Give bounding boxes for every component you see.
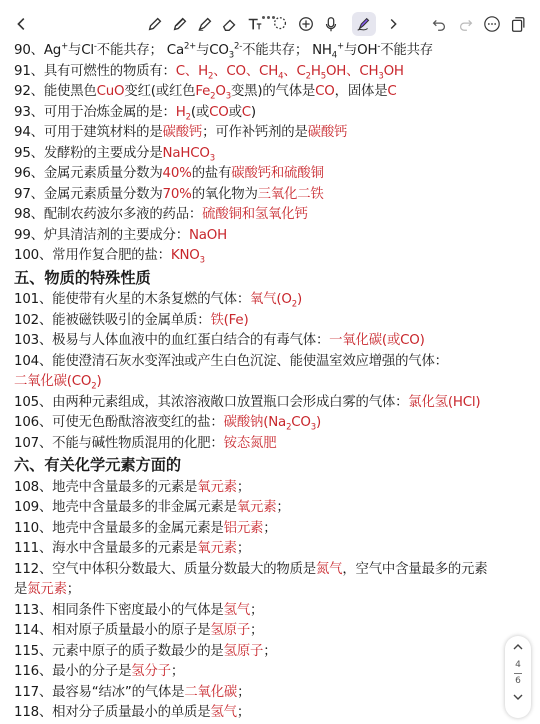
page-divider bbox=[514, 673, 522, 674]
line-117: 117、最容易“结冰”的气体是二氧化碳； bbox=[14, 684, 251, 700]
gesture-pen-icon[interactable] bbox=[352, 12, 376, 36]
line-98: 98、配制农药波尔多液的药品：硫酸铜和氢氧化钙 bbox=[14, 207, 308, 222]
line-111: 111、海水中含量最多的元素是氧元素； bbox=[14, 541, 251, 556]
shapes-icon[interactable] bbox=[294, 12, 318, 36]
line-93: 93、可用于冶炼金属的是：$H_2$(或CO或C) bbox=[14, 104, 256, 123]
line-91: 91、具有可燃性的物质有：C、$H_2$、CO、$CH_4$、$C_2H_5OH$、$CH_3OH$ bbox=[14, 63, 404, 82]
line-109: 109、地壳中含量最多的非金属元素是氧元素； bbox=[14, 500, 290, 515]
pages-icon[interactable] bbox=[506, 12, 530, 36]
line-112-cont: 是氮元素； bbox=[14, 582, 80, 597]
line-99: 99、炉具清洁剂的主要成分：NaOH bbox=[14, 227, 227, 243]
line-115: 115、元素中原子的质子数最少的是氢原子； bbox=[14, 643, 277, 659]
line-97: 97、金属元素质量分数为70%的氧化物为三氧化二铁 bbox=[14, 186, 324, 202]
toolbar bbox=[0, 0, 540, 40]
undo-icon[interactable] bbox=[427, 12, 451, 36]
line-113: 113、相同条件下密度最小的气体是氢气； bbox=[14, 602, 264, 618]
mic-icon[interactable] bbox=[319, 12, 343, 36]
total-pages: 6 bbox=[515, 676, 521, 686]
line-116: 116、最小的分子是氢分子； bbox=[14, 664, 185, 679]
page-navigator bbox=[505, 636, 531, 718]
more-icon[interactable] bbox=[480, 12, 504, 36]
page-down-icon[interactable] bbox=[505, 691, 531, 711]
line-106: 106、可使无色酚酞溶液变红的盐：碳酸钠$(Na_2CO_3)$ bbox=[14, 415, 322, 433]
next-icon[interactable] bbox=[381, 12, 405, 36]
line-95: 95、发酵粉的主要成分是NaHCO$_3$ bbox=[14, 145, 215, 164]
eraser-icon[interactable] bbox=[218, 12, 242, 36]
line-114: 114、相对原子质量最小的原子是氢原子； bbox=[14, 623, 264, 638]
drag-handle[interactable] bbox=[262, 4, 278, 8]
section-heading-5: 五、物质的特殊性质 bbox=[14, 268, 151, 287]
line-102: 102、能被磁铁吸引的金属单质：铁(Fe) bbox=[14, 312, 249, 328]
line-96: 96、金属元素质量分数为40%的盐有碳酸钙和硫酸铜 bbox=[14, 166, 324, 181]
line-101: 101、能使带有火星的木条复燃的气体：氧气$(O_2)$ bbox=[14, 292, 303, 310]
highlighter-icon[interactable] bbox=[193, 12, 217, 36]
line-108: 108、地壳中含量最多的元素是氧元素； bbox=[14, 479, 251, 495]
back-icon[interactable] bbox=[10, 12, 34, 36]
line-104: 104、能使澄清石灰水变浑浊或产生白色沉淀、能使温室效应增强的气体： bbox=[14, 353, 448, 369]
page-up-icon[interactable] bbox=[505, 636, 531, 656]
pen-icon[interactable] bbox=[143, 12, 167, 36]
line-90: 90、Ag+与Cl-不能共存； $Ca^{2+}$与$CO_3^{2-}$不能共存； $NH_4^+$与OH-不能共存 bbox=[14, 41, 433, 61]
line-118: 118、相对分子质量最小的单质是氢气； bbox=[14, 705, 251, 720]
current-page: 4 bbox=[515, 660, 521, 670]
line-104-cont: 二氧化碳$(CO_2)$ bbox=[14, 374, 102, 392]
line-100: 100、常用作复合肥的盐：$KNO_3$ bbox=[14, 248, 205, 266]
line-103: 103、极易与人体血液中的血红蛋白结合的有毒气体：一氧化碳(或CO) bbox=[14, 333, 425, 348]
marker-icon[interactable] bbox=[168, 12, 192, 36]
redo-icon[interactable] bbox=[454, 12, 478, 36]
line-105: 105、由两种元素组成，其浓溶液敞口放置瓶口会形成白雾的气体：氯化氢(HCl) bbox=[14, 394, 481, 410]
line-107: 107、不能与碱性物质混用的化肥：铵态氮肥 bbox=[14, 435, 277, 451]
section-heading-6: 六、有关化学元素方面的 bbox=[14, 456, 182, 474]
text-icon[interactable] bbox=[243, 12, 267, 36]
line-94: 94、可用于建筑材料的是碳酸钙；可作补钙剂的是碳酸钙 bbox=[14, 125, 348, 140]
line-112: 112、空气中体积分数最大、质量分数最大的物质是氮气，空气中含量最多的元素 bbox=[14, 561, 488, 577]
lasso-icon[interactable] bbox=[268, 12, 292, 36]
note-content bbox=[14, 41, 534, 724]
line-110: 110、地壳中含量最多的金属元素是铝元素； bbox=[14, 520, 277, 536]
line-92: 92、能使黑色CuO变红(或红色$Fe_2O_3$变黑)的气体是CO，固体是C bbox=[14, 84, 397, 102]
